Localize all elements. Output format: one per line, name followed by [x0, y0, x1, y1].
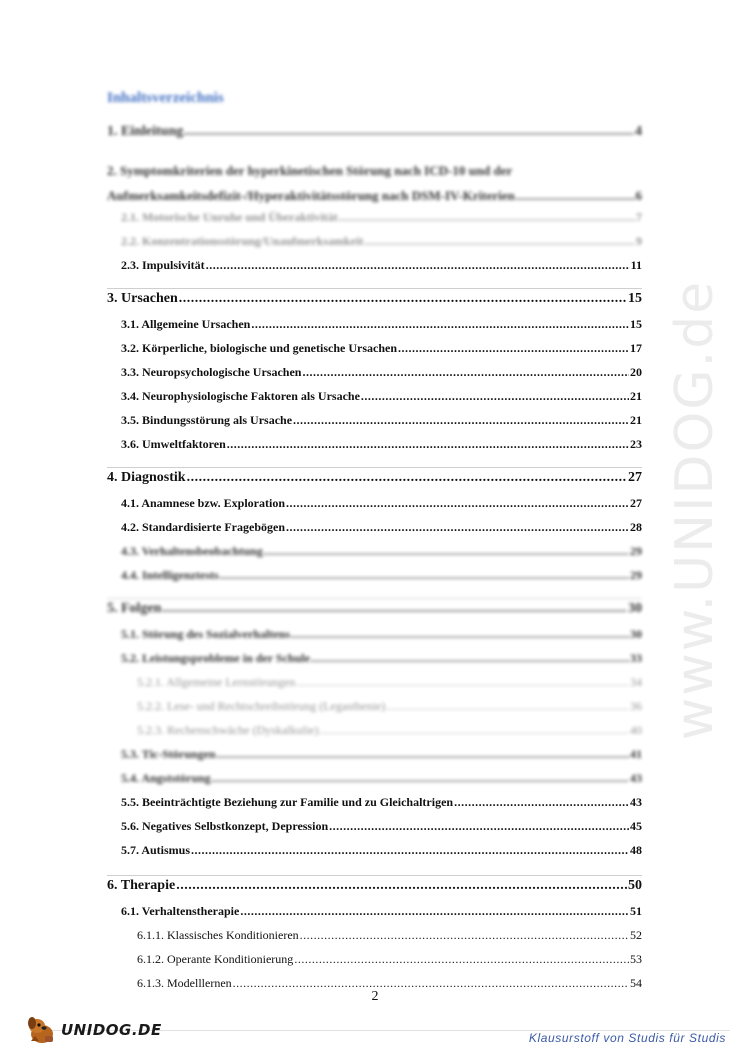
toc-entry-page: 36: [630, 699, 642, 713]
toc-entry-label: 2.1. Motorische Unruhe und Überaktivität: [121, 210, 338, 224]
toc-entry-page: 11: [630, 258, 642, 272]
toc-entry-page: 30: [630, 627, 642, 641]
toc-entry-label: 5.2.2. Lese- und Rechtschreibstörung (Legasthenie): [137, 699, 386, 713]
page-number: 2: [371, 989, 379, 1004]
toc-entry-3-1[interactable]: [107, 317, 642, 341]
toc-entry-page: 51: [630, 904, 642, 918]
toc-leader-dots: [217, 747, 629, 762]
toc-entry-5-2[interactable]: [107, 651, 642, 675]
toc-entry-page: 9: [636, 234, 642, 248]
toc-leader-dots: [291, 627, 629, 642]
toc-entry-label: 6.1.1. Klassisches Konditionieren: [137, 928, 299, 942]
toc-entry-page: 43: [630, 771, 642, 785]
toc-entry-label: 5.6. Negatives Selbstkonzept, Depression: [121, 819, 329, 833]
toc-entry-page: 54: [630, 976, 642, 990]
toc-entry-5-7[interactable]: [107, 843, 642, 867]
toc-leader-dots: [398, 341, 629, 356]
toc-leader-dots: [296, 675, 629, 690]
toc-entry-3-2[interactable]: [107, 341, 642, 365]
toc-entry-label: 3.2. Körperliche, biologische und genetische Ursachen: [121, 341, 397, 355]
toc-entry-page: 52: [630, 928, 642, 942]
toc-leader-dots: [220, 568, 629, 583]
toc-entry-3-3[interactable]: [107, 365, 642, 389]
toc-entry-page: 28: [630, 520, 642, 534]
unidog-logo[interactable]: [25, 1014, 162, 1046]
toc-entry-page: 45: [630, 819, 642, 833]
toc-entry-page: 53: [630, 952, 642, 966]
toc-entry-label: 5.2.3. Rechenschwäche (Dyskalkulie): [137, 723, 319, 737]
toc-leader-dots: [294, 952, 629, 967]
watermark: [655, 280, 735, 740]
toc-entry-label: 4. Diagnostik: [107, 470, 186, 485]
toc-entry-page: 15: [628, 291, 642, 306]
toc-leader-dots: [240, 904, 629, 919]
toc-leader-dots: [286, 520, 629, 535]
toc-entry-label: 5.2.1. Allgemeine Lernstörungen: [137, 675, 296, 689]
toc-entry-5-6[interactable]: [107, 819, 642, 843]
toc-leader-dots: [386, 699, 629, 714]
toc-entry-label: 5.3. Tic-Störungen: [121, 747, 216, 761]
toc-entry-2[interactable]: [107, 158, 642, 208]
toc-leader-dots: [454, 795, 629, 810]
toc-entry-page: 40: [630, 723, 642, 737]
watermark-text: www.UNIDOG.de: [665, 279, 725, 741]
toc-entry-4-1[interactable]: [107, 496, 642, 520]
toc-entry-label: 3.3. Neuropsychologische Ursachen: [121, 365, 302, 379]
toc-entry-1[interactable]: [107, 124, 642, 150]
toc-entry-label: 5. Folgen: [107, 601, 162, 616]
toc-entry-label: 3.6. Umweltfaktoren: [121, 437, 226, 451]
toc-leader-dots: [364, 234, 635, 249]
toc-entry-page: 15: [630, 317, 642, 331]
toc-leader-dots: [516, 183, 635, 208]
toc-entry-label: 6.1.3. Modelllernen: [137, 976, 232, 990]
toc-leader-dots: [311, 651, 629, 666]
toc-leader-dots: [227, 437, 629, 452]
toc-entry-5[interactable]: [107, 598, 642, 627]
toc-entry-page: 29: [630, 544, 642, 558]
toc-entry-5-2-2[interactable]: [107, 699, 642, 723]
toc-leader-dots: [251, 317, 629, 332]
toc-leader-dots: [339, 210, 635, 225]
toc-entry-label: 3.5. Bindungsstörung als Ursache: [121, 413, 293, 427]
toc-entry-page: 20: [630, 365, 642, 379]
toc-entry-label: 5.7. Autismus: [121, 843, 191, 857]
toc-leader-dots: [212, 771, 629, 786]
toc-entry-label: 5.4. Angststörung: [121, 771, 211, 785]
toc-leader-dots: [300, 928, 629, 943]
toc-entry-4[interactable]: [107, 467, 642, 496]
toc-leader-dots: [179, 291, 627, 307]
toc-entry-6-1[interactable]: [107, 904, 642, 928]
toc-leader-dots: [264, 544, 629, 559]
toc-entry-label-line1: 2. Symptomkriterien der hyperkinetischen Störung nach ICD-10 und der: [107, 163, 513, 178]
toc-entry-page: 48: [630, 843, 642, 857]
toc-entry-label: 4.1. Anamnese bzw. Exploration: [121, 496, 286, 510]
toc-entry-6-1-2[interactable]: [107, 952, 642, 976]
toc-leader-dots: [162, 601, 627, 617]
logo-text: UNIDOG.DE: [61, 1021, 162, 1039]
toc-entry-label: 2.3. Impulsivität: [121, 258, 205, 272]
toc-entry-page: 50: [628, 878, 642, 893]
footer-tagline: Klausurstoff von Studis für Studis: [528, 1031, 726, 1045]
toc-entry-page: 27: [630, 496, 642, 510]
toc-entry-5-2-1[interactable]: [107, 675, 642, 699]
toc-entry-label: 6.1.2. Operante Konditionierung: [137, 952, 294, 966]
toc-leader-dots: [286, 496, 629, 511]
toc-entry-page: 21: [630, 413, 642, 427]
toc-entry-label: 3.4. Neurophysiologische Faktoren als Ursache: [121, 389, 360, 403]
toc-entry-5-4[interactable]: [107, 771, 642, 795]
toc-entry-label: 5.5. Beeinträchtigte Beziehung zur Familie und zu Gleichaltrigen: [121, 795, 454, 809]
toc-entry-2-1[interactable]: [107, 210, 642, 234]
toc-entry-page: 17: [630, 341, 642, 355]
toc-entry-page: 6: [635, 188, 642, 203]
toc-entry-page: 30: [628, 601, 642, 616]
toc-entry-2-3[interactable]: [107, 258, 642, 282]
dog-mascot-icon: [25, 1014, 59, 1046]
toc-entry-page: 23: [630, 437, 642, 451]
table-of-contents: [107, 124, 642, 1000]
toc-entry-label: 2.2. Konzentrationsstörung/Unaufmerksamkeit: [121, 234, 364, 248]
toc-entry-5-2-3[interactable]: [107, 723, 642, 747]
toc-leader-dots: [302, 365, 629, 380]
toc-entry-page: 27: [628, 470, 642, 485]
toc-title: Inhaltsverzeichnis: [107, 90, 224, 106]
toc-entry-label: Aufmerksamkeitsdefizit-/Hyperaktivitätsstörung nach DSM-IV-Kriterien: [107, 188, 515, 203]
toc-entry-label: 5.2. Leistungsprobleme in der Schule: [121, 651, 310, 665]
toc-leader-dots: [187, 470, 627, 486]
toc-entry-page: 34: [630, 675, 642, 689]
toc-leader-dots: [191, 843, 629, 858]
toc-entry-2-2[interactable]: [107, 234, 642, 258]
toc-entry-label: 5.1. Störung des Sozialverhaltens: [121, 627, 291, 641]
toc-entry-page: 43: [630, 795, 642, 809]
toc-entry-label: 3.1. Allgemeine Ursachen: [121, 317, 251, 331]
toc-entry-label: 4.4. Intelligenztests: [121, 568, 219, 582]
toc-entry-label: 6. Therapie: [107, 878, 176, 893]
toc-leader-dots: [329, 819, 629, 834]
toc-entry-5-1[interactable]: [107, 627, 642, 651]
toc-entry-label: 4.2. Standardisierte Fragebögen: [121, 520, 285, 534]
toc-entry-page: 21: [630, 389, 642, 403]
toc-entry-3-5[interactable]: [107, 413, 642, 437]
toc-entry-label: 1. Einleitung: [107, 124, 184, 139]
toc-entry-page: 33: [630, 651, 642, 665]
toc-entry-page: 29: [630, 568, 642, 582]
toc-leader-dots: [206, 258, 630, 273]
toc-entry-6-1-1[interactable]: [107, 928, 642, 952]
toc-leader-dots: [176, 878, 627, 894]
toc-leader-dots: [184, 124, 634, 140]
toc-entry-page: 7: [636, 210, 642, 224]
toc-entry-4-2[interactable]: [107, 520, 642, 544]
toc-entry-label: 3. Ursachen: [107, 291, 178, 306]
toc-entry-page: 4: [635, 124, 642, 139]
toc-entry-3-6[interactable]: [107, 437, 642, 461]
toc-entry-4-4[interactable]: [107, 568, 642, 592]
toc-entry-3[interactable]: [107, 288, 642, 317]
toc-entry-6[interactable]: [107, 875, 642, 904]
toc-leader-dots: [320, 723, 629, 738]
toc-entry-5-5[interactable]: [107, 795, 642, 819]
toc-entry-3-4[interactable]: [107, 389, 642, 413]
toc-entry-5-3[interactable]: [107, 747, 642, 771]
toc-entry-label: 4.3. Verhaltensbeobachtung: [121, 544, 263, 558]
toc-entry-page: 41: [630, 747, 642, 761]
toc-entry-label: 6.1. Verhaltenstherapie: [121, 904, 240, 918]
toc-leader-dots: [293, 413, 629, 428]
toc-entry-4-3[interactable]: [107, 544, 642, 568]
toc-leader-dots: [361, 389, 629, 404]
